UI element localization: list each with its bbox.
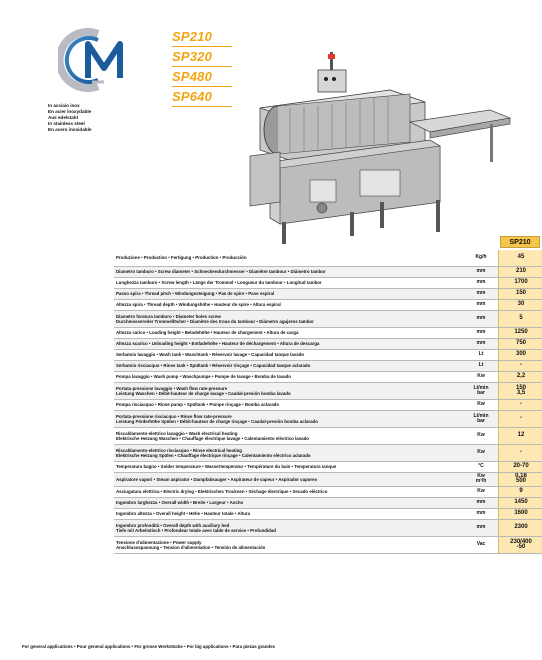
- material-line: En acier inoxydable: [48, 109, 92, 114]
- model-name: SP210: [172, 27, 232, 47]
- spec-description: Tensione d'alimentazione • Power supply Anschlussspannung • Tension d'alimentation • Tensión de alimentación: [114, 536, 464, 553]
- spec-unit: Kg/h: [464, 250, 499, 266]
- spec-value: 750: [499, 338, 542, 349]
- spec-description: Ingombro profondità • Overall depth with auxiliary bed Tiefe mit Arbeitstisch • Profondeur totale avec table de service • Profundidad: [114, 519, 464, 536]
- spec-unit: mm: [464, 310, 499, 327]
- spec-value: 230/400 -50: [499, 536, 542, 553]
- spec-unit: Kw: [464, 399, 499, 410]
- model-column-header: SP210: [500, 236, 540, 248]
- spec-description: Temperatura bagno • Solder temperature • Wassertemperatur • Température du bain • Temperatura tanque: [114, 461, 464, 472]
- spec-value: 1450: [499, 497, 542, 508]
- spec-value: 2300: [499, 519, 542, 536]
- spec-row: [114, 399, 542, 410]
- spec-row: [114, 519, 542, 536]
- spec-description: Altezza spira • Thread depth • Windungshöhe • Hauteur de spire • Altura espiral: [114, 299, 464, 310]
- spec-description: Pompa lavaggio • Wash pump • Waschpumpe • Pompe de lavage • Bomba de lavado: [114, 371, 464, 382]
- spec-row: [114, 327, 542, 338]
- material-line: In acciaio inox: [48, 103, 80, 108]
- machine-illustration: [240, 52, 522, 248]
- material-note: [48, 103, 91, 133]
- material-line: Aus edelstahl: [48, 115, 78, 120]
- spec-row: [114, 371, 542, 382]
- spec-description: Lunghezza tamburo • Screw length • Länge der Trommel • Longueur du tambour • Longitud tambor: [114, 277, 464, 288]
- spec-description: Riscaldamento-elettrico risciacquo • Rinse electrical heating Elektrische Heizung Spülen • Chauffage électrique rinçage • Calentamiento eléctrico aclarado: [114, 444, 464, 461]
- spec-row: [114, 360, 542, 371]
- spec-value: -: [499, 360, 542, 371]
- spec-value: 30: [499, 299, 542, 310]
- model-list: [172, 27, 232, 107]
- spec-unit: Kw: [464, 427, 499, 444]
- spec-description: Aspiratore vapori • Steam aspirator • Dampfabsauger • Aspirateur de vapeur • Aspirador vapores: [114, 472, 464, 486]
- spec-unit: mm: [464, 519, 499, 536]
- spec-value: 1250: [499, 327, 542, 338]
- spec-description: Serbatoio lavaggio • Wash tank • Waschtank • Réservoir lavage • Capacidad tanque lavado: [114, 349, 464, 360]
- spec-unit: Lt: [464, 360, 499, 371]
- spec-row: [114, 250, 542, 266]
- material-line: En acero inoxidable: [48, 127, 92, 132]
- model-name: SP320: [172, 47, 232, 67]
- spec-value: 20-70: [499, 461, 542, 472]
- spec-row: [114, 310, 542, 327]
- spec-value: 2,2: [499, 371, 542, 382]
- spec-table: [114, 250, 542, 554]
- spec-unit: Lt/min bar: [464, 382, 499, 399]
- spec-description: Pompa risciacquo • Rinse pump • Spültank • Pompe rinçage • Bomba aclarado: [114, 399, 464, 410]
- spec-description: Serbatoio risciacquo • Rinse tank • Spültank • Réservoir rinçage • Capacidad tanque aclarado: [114, 360, 464, 371]
- spec-unit: mm: [464, 266, 499, 277]
- material-line: In stainless steel: [48, 121, 85, 126]
- spec-row: [114, 410, 542, 427]
- spec-row: [114, 461, 542, 472]
- spec-unit: mm: [464, 299, 499, 310]
- spec-unit: Kw: [464, 486, 499, 497]
- spec-unit: mm: [464, 497, 499, 508]
- spec-value: 1600: [499, 508, 542, 519]
- spec-value: -: [499, 399, 542, 410]
- spec-unit: mm: [464, 288, 499, 299]
- model-name: SP640: [172, 87, 232, 107]
- spec-unit: Vac: [464, 536, 499, 553]
- spec-row: [114, 472, 542, 486]
- spec-value: -: [499, 444, 542, 461]
- spec-description: Diametro tamburo • Screw diameter • Schneckendurchmesser • Diamètre tambour • Diámetro tambor: [114, 266, 464, 277]
- spec-value: 45: [499, 250, 542, 266]
- spec-row: [114, 266, 542, 277]
- spec-unit: Kw: [464, 444, 499, 461]
- spec-row: [114, 536, 542, 553]
- spec-row: [114, 382, 542, 399]
- spec-value: 9: [499, 486, 542, 497]
- spec-description: Asciugatura elettrica • Electric drying • Elektrisches Trocknen • Séchage électrique • Secado eléctrico: [114, 486, 464, 497]
- spec-description: Passo spira • Thread pitch • Windungssteigung • Pas de spire • Paso espiral: [114, 288, 464, 299]
- spec-unit: Lt: [464, 349, 499, 360]
- spec-value: -: [499, 410, 542, 427]
- spec-row: [114, 277, 542, 288]
- spec-description: Ingombro altezza • Overall height • Höhe • Hauteur totale • Altura: [114, 508, 464, 519]
- spec-value: 150: [499, 288, 542, 299]
- spec-description: Diametro foratura tamburo • Diameter holes screw Durchmessereder Trommellöcher • Diamètre des trous du tambour • Diámetro agujeros tambor: [114, 310, 464, 327]
- company-logo: [58, 28, 168, 92]
- spec-description: Ingombro larghezza • Overall width • Breite • Largeur • Ancho: [114, 497, 464, 508]
- spec-description: Altezza scarico • Unloading height • Entladehöhe • Hauteur de déchargement • Altura de descarga: [114, 338, 464, 349]
- spec-unit: mm: [464, 338, 499, 349]
- spec-row: [114, 288, 542, 299]
- spec-value: 1700: [499, 277, 542, 288]
- spec-description: Portata-pressione risciacquo • Rinse flow rate-pressure Leistung Förderhöhe Spülen • Débit-hauteur de charge rinçage • Caudal-presión bomba aclarado: [114, 410, 464, 427]
- spec-row: [114, 497, 542, 508]
- spec-value: 210: [499, 266, 542, 277]
- spec-row: [114, 349, 542, 360]
- spec-value: 0,18 500: [499, 472, 542, 486]
- spec-unit: mm: [464, 277, 499, 288]
- spec-description: Riscaldamento-elettrico lavaggio • Wash electrical heating Elektrische Heizung Waschen • Chauffage électrique lavage • Calentamiento eléctrico lavado: [114, 427, 464, 444]
- model-name: SP480: [172, 67, 232, 87]
- spec-value: 5: [499, 310, 542, 327]
- spec-value: 300: [499, 349, 542, 360]
- spec-unit: Lt/min bar: [464, 410, 499, 427]
- spec-row: [114, 338, 542, 349]
- spec-unit: Kw: [464, 371, 499, 382]
- spec-row: [114, 444, 542, 461]
- spec-description: Portata-pressione lavaggio • Wash flow rate-pressure Leistung Waschen • Débit-hauteur de charge lavage • Caudal-presión bomba lavado: [114, 382, 464, 399]
- spec-row: [114, 299, 542, 310]
- spec-unit: Kw m³/h: [464, 472, 499, 486]
- spec-unit: mm: [464, 327, 499, 338]
- spec-value: 12: [499, 427, 542, 444]
- spec-description: Produzione • Production • Fertigung • Production • Producción: [114, 250, 464, 266]
- spec-unit: °C: [464, 461, 499, 472]
- footnote: For general applications • Pour general applications • Für grosse Werkstücke • For big applications • Para piezas grandes: [22, 644, 275, 649]
- spec-unit: mm: [464, 508, 499, 519]
- spec-row: [114, 486, 542, 497]
- spec-description: Altezza carico • Loading height • Beladehöhe • Hauteur de chargement • Altura de carga: [114, 327, 464, 338]
- spec-value: 150 3,5: [499, 382, 542, 399]
- spec-row: [114, 427, 542, 444]
- spec-row: [114, 508, 542, 519]
